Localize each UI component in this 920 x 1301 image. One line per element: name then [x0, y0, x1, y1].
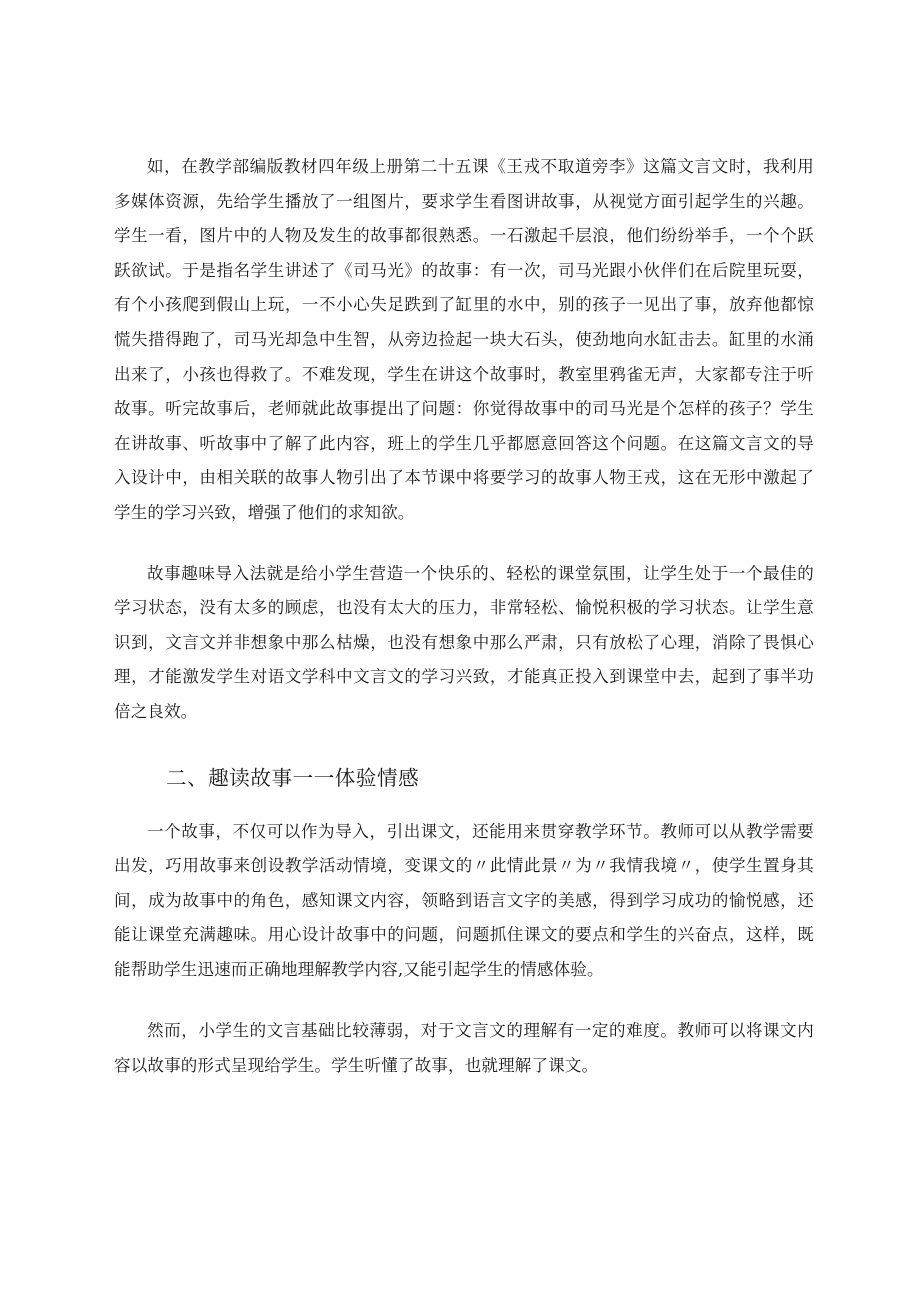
section-heading: 二、趣读故事一一体验情感	[166, 765, 420, 790]
document-page	[114, 150, 814, 1084]
section-paragraph-2: 然而，小学生的文言基础比较薄弱，对于文言文的理解有一定的难度。教师可以将课文内容以故事的形式呈现给学生。学生听懂了故事，也就理解了课文。	[114, 1021, 814, 1076]
section-paragraph-1: 一个故事，不仅可以作为导入，引出课文，还能用来贯穿教学环节。教师可以从教学需要出发，巧用故事来创设教学活动情境，变课文的〃此情此景〃为〃我情我境〃，使学生置身其间，成为故事中的角色，感知课文内容，领略到语言文字的美感，得到学习成功的愉悦感，还能让课堂充满趣味。用心设计故事中的问题，问题抓住课文的要点和学生的兴奋点，这样，既能帮助学生迅速而正确地理解教学内容,又能引起学生的情感体验。	[114, 821, 814, 979]
body-paragraph-1: 如，在教学部编版教材四年级上册第二十五课《王戎不取道旁李》这篇文言文时，我利用多媒体资源，先给学生播放了一组图片，要求学生看图讲故事，从视觉方面引起学生的兴趣。学生一看，图片中的人物及发生的故事都很熟悉。一石激起千层浪，他们纷纷举手，一个个跃跃欲试。于是指名学生讲述了《司马光》的故事：有一次，司马光跟小伙伴们在后院里玩耍，有个小孩爬到假山上玩，一不小心失足跌到了缸里的水中，别的孩子一见出了事，放弃他都惊慌失措得跑了，司马光却急中生智，从旁边捡起一块大石头，使劲地向水缸击去。缸里的水涌出来了，小孩也得救了。不难发现，学生在讲这个故事时，教室里鸦雀无声，大家都专注于听故事。听完故事后，老师就此故事提出了问题：你觉得故事中的司马光是个怎样的孩子？学生在讲故事、听故事中了解了此内容，班上的学生几乎都愿意回答这个问题。在这篇文言文的导入设计中，由相关联的故事人物引出了本节课中将要学习的故事人物王戎，这在无形中激起了学生的学习兴致，增强了他们的求知欲。	[114, 157, 814, 522]
body-paragraph-2: 故事趣味导入法就是给小学生营造一个快乐的、轻松的课堂氛围，让学生处于一个最佳的学习状态，没有太多的顾虑，也没有太大的压力，非常轻松、愉悦积极的学习状态。让学生意识到，文言文并非想象中那么枯燥，也没有想象中那么严肃，只有放松了心理，消除了畏惧心理，才能激发学生对语文学科中文言文的学习兴致，才能真正投入到课堂中去，起到了事半功倍之良效。	[114, 563, 814, 721]
